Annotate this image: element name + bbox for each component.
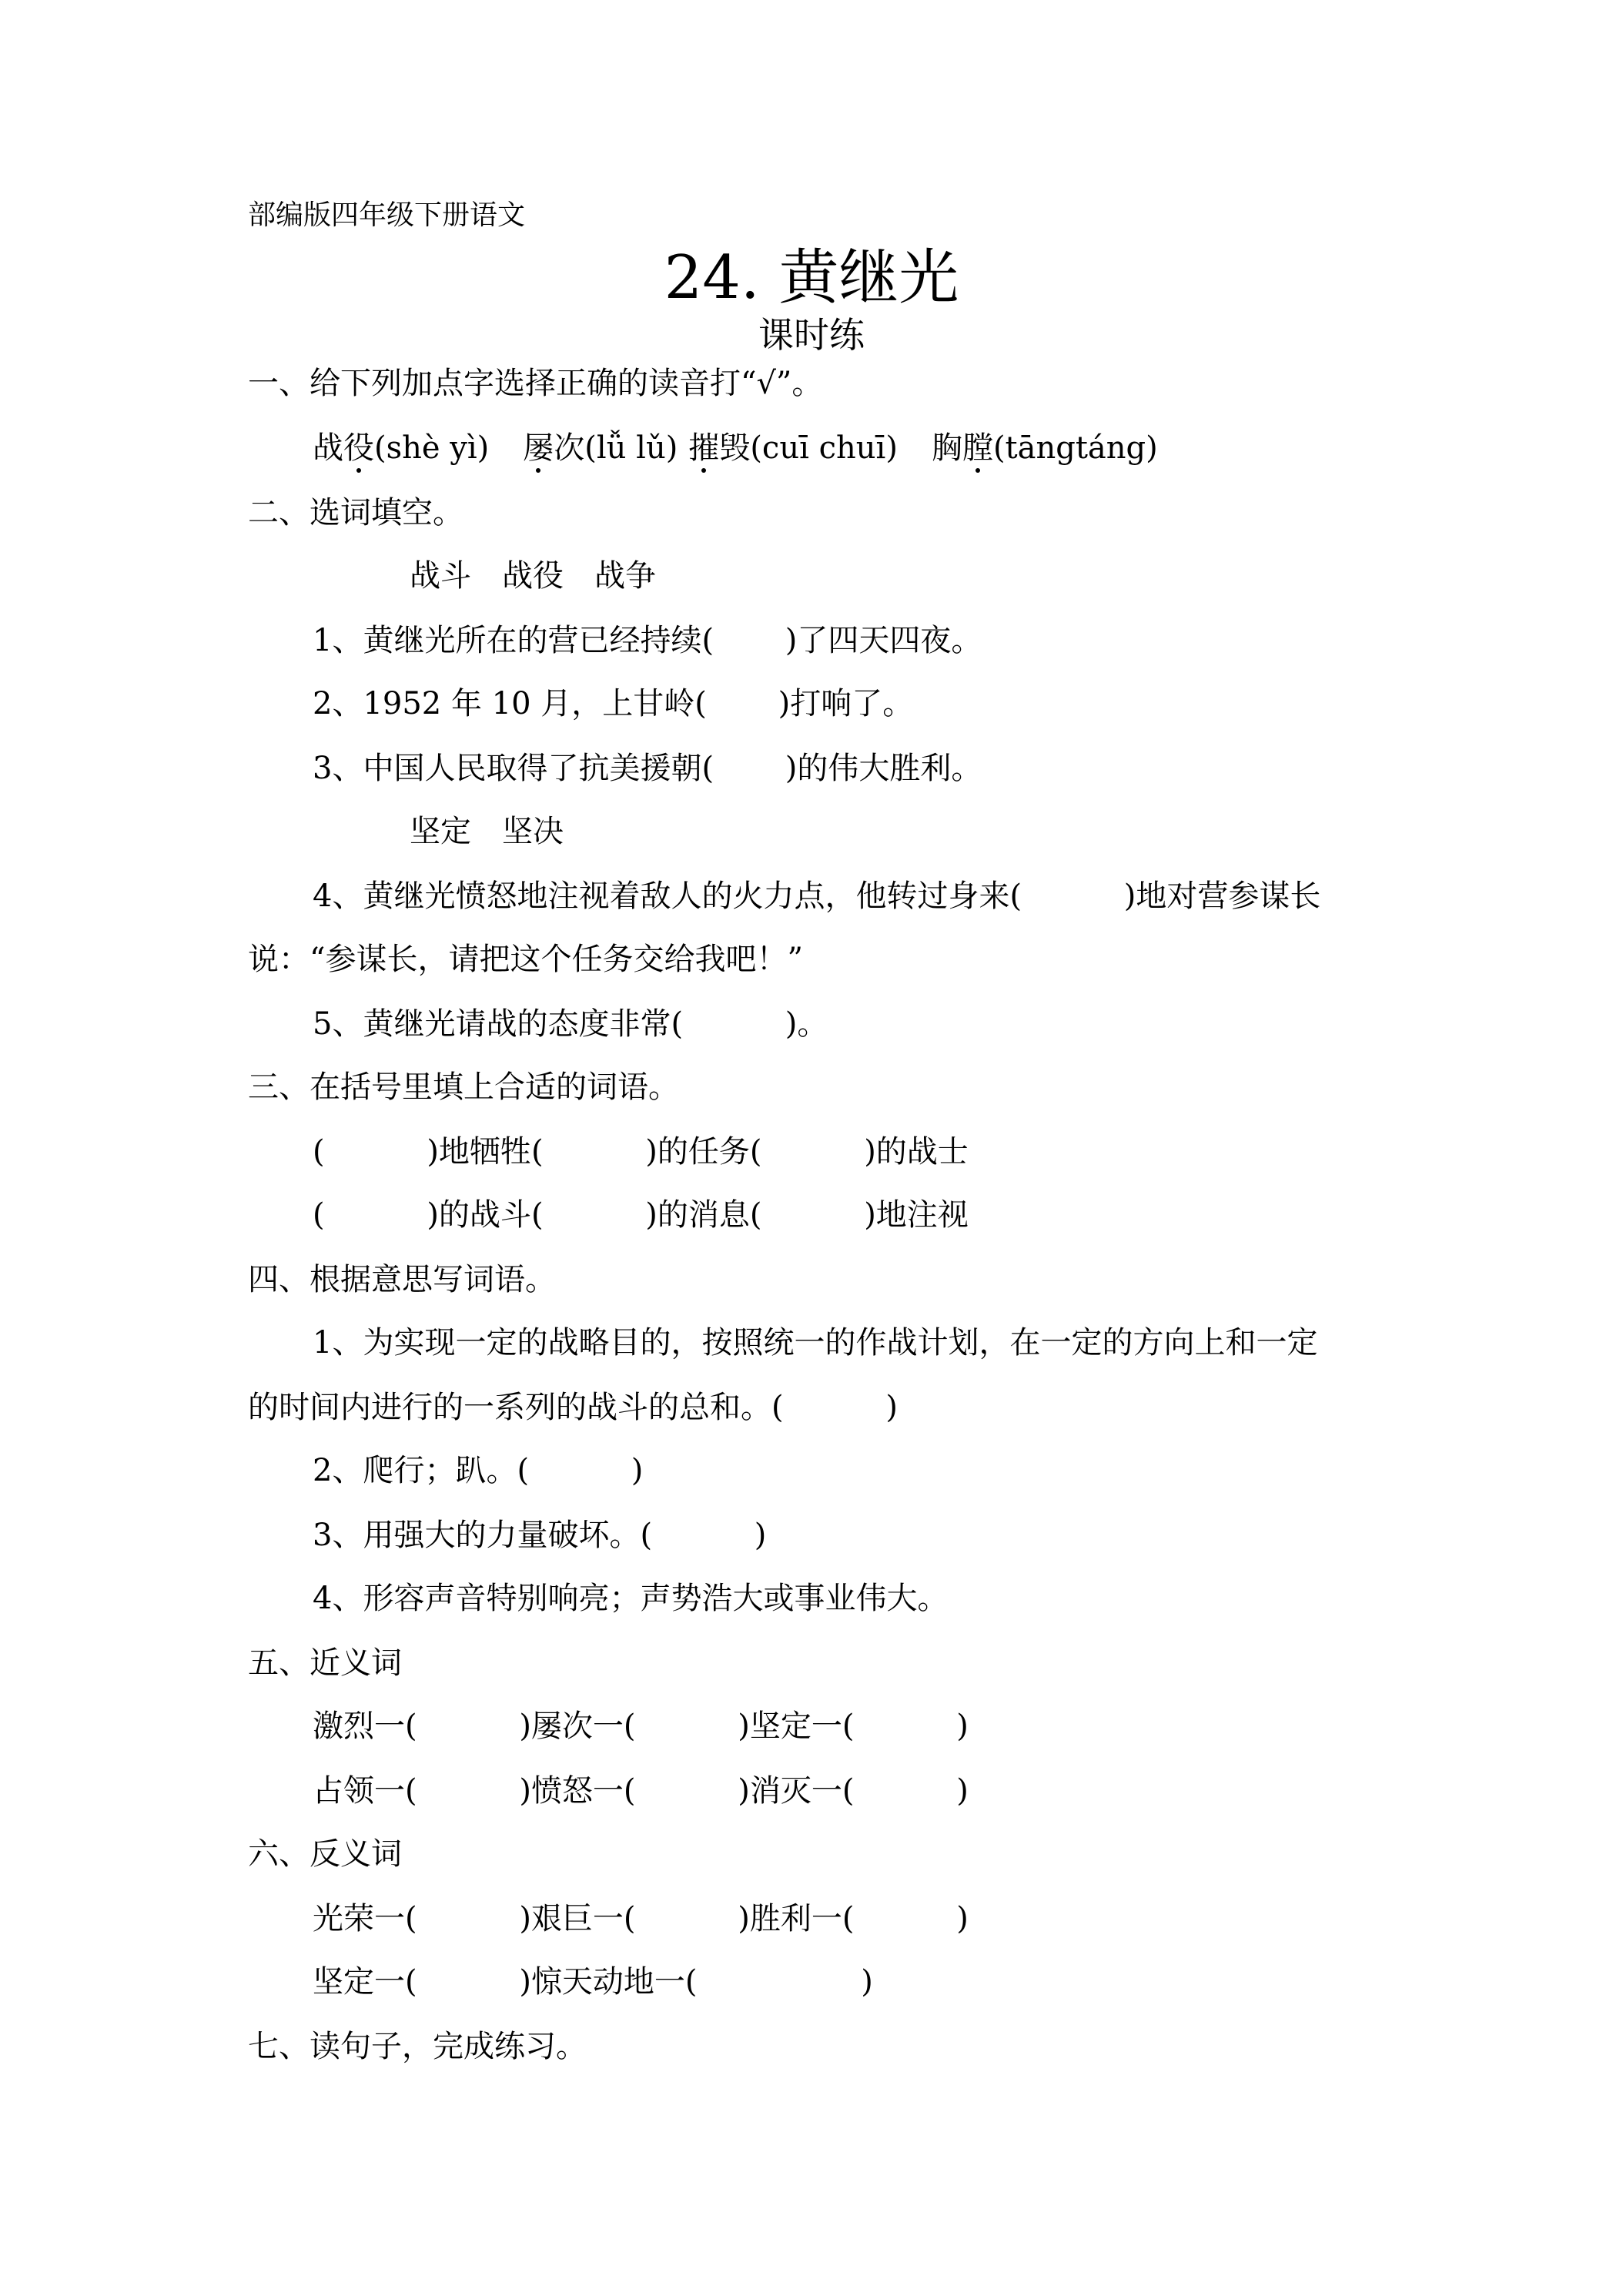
pinyin-item: 屡次(lǚ lǔ) — [523, 430, 678, 466]
synonym-cell: 愤怒一( ) — [530, 1773, 750, 1809]
fill-question-5: 5、黄继光请战的态度非常( )。 — [313, 1006, 828, 1042]
phrase-cell: ( )地牺牲 — [313, 1134, 531, 1170]
phrase-cell: ( )的任务 — [530, 1134, 750, 1170]
synonym-row-2 — [313, 1773, 1484, 1809]
synonym-cell: 消灭一( ) — [749, 1773, 969, 1809]
meaning-question-2: 2、爬行；趴。( ) — [313, 1453, 644, 1488]
antonym-row-1 — [313, 1903, 1484, 1934]
section-2-heading: 二、选词填空。 — [248, 495, 463, 530]
word-bank-2: 坚定 坚决 — [410, 814, 564, 849]
phrase-cell: ( )的战斗 — [313, 1197, 531, 1233]
synonym-cell: 坚定一( ) — [749, 1709, 969, 1744]
dotted-char: 役 — [343, 430, 374, 466]
section-3-heading: 三、在括号里填上合适的词语。 — [248, 1069, 679, 1105]
pinyin-item: 摧毁(cuī chuī) — [688, 430, 898, 466]
fill-question-4b: 说：“参谋长，请把这个任务交给我吧！” — [248, 942, 803, 977]
pinyin-choice-row — [313, 430, 1484, 466]
section-5-heading: 五、近义词 — [248, 1645, 402, 1681]
document-header-note: 部编版四年级下册语文 — [248, 199, 526, 231]
antonym-row-2 — [313, 1964, 1484, 2000]
pinyin-item: 战役(shè yì) — [313, 430, 490, 466]
dotted-char: 屡 — [523, 430, 554, 466]
dotted-char: 膛 — [962, 430, 993, 466]
synonym-cell: 占领一( ) — [313, 1773, 531, 1809]
section-4-heading: 四、根据意思写词语。 — [248, 1262, 556, 1297]
fill-question-3: 3、中国人民取得了抗美援朝( )的伟大胜利。 — [313, 751, 982, 786]
phrase-cell: ( )地注视 — [749, 1197, 969, 1233]
meaning-question-3: 3、用强大的力量破坏。( ) — [313, 1518, 767, 1553]
pinyin-item: 胸膛(tāngtáng) — [931, 430, 1158, 466]
section-7-heading: 七、读句子，完成练习。 — [248, 2029, 587, 2064]
phrase-row-2 — [313, 1197, 1484, 1233]
phrase-row-1 — [313, 1134, 1484, 1170]
phrase-cell: ( )的消息 — [530, 1197, 750, 1233]
meaning-question-1b: 的时间内进行的一系列的战斗的总和。( ) — [248, 1390, 898, 1425]
fill-question-1: 1、黄继光所在的营已经持续( )了四天四夜。 — [313, 623, 982, 658]
dotted-char: 摧 — [688, 430, 720, 466]
fill-question-2: 2、1952 年 10 月，上甘岭( )打响了。 — [313, 686, 914, 721]
synonym-row-1 — [313, 1711, 1484, 1742]
synonym-cell: 激烈一( ) — [313, 1709, 531, 1744]
fill-question-4a: 4、黄继光愤怒地注视着敌人的火力点，他转过身来( )地对营参谋长 — [313, 879, 1321, 914]
antonym-cell: 艰巨一( ) — [530, 1901, 750, 1936]
antonym-cell: 光荣一( ) — [313, 1901, 531, 1936]
section-6-heading: 六、反义词 — [248, 1836, 402, 1872]
word-bank-1: 战斗 战役 战争 — [410, 558, 656, 594]
page-title: 24. 黄继光 — [664, 243, 959, 313]
synonym-cell: 屡次一( ) — [530, 1709, 750, 1744]
meaning-question-4: 4、形容声音特别响亮；声势浩大或事业伟大。 — [313, 1581, 949, 1616]
meaning-question-1a: 1、为实现一定的战略目的，按照统一的作战计划，在一定的方向上和一定 — [313, 1325, 1318, 1361]
phrase-cell: ( )的战士 — [749, 1134, 969, 1170]
antonym-cell: 胜利一( ) — [749, 1901, 969, 1936]
antonym-cell: 惊天动地一( ) — [530, 1964, 873, 2000]
antonym-cell: 坚定一( ) — [313, 1964, 531, 2000]
page-subtitle: 课时练 — [758, 314, 865, 356]
section-1-heading: 一、给下列加点字选择正确的读音打“√”。 — [248, 366, 823, 401]
